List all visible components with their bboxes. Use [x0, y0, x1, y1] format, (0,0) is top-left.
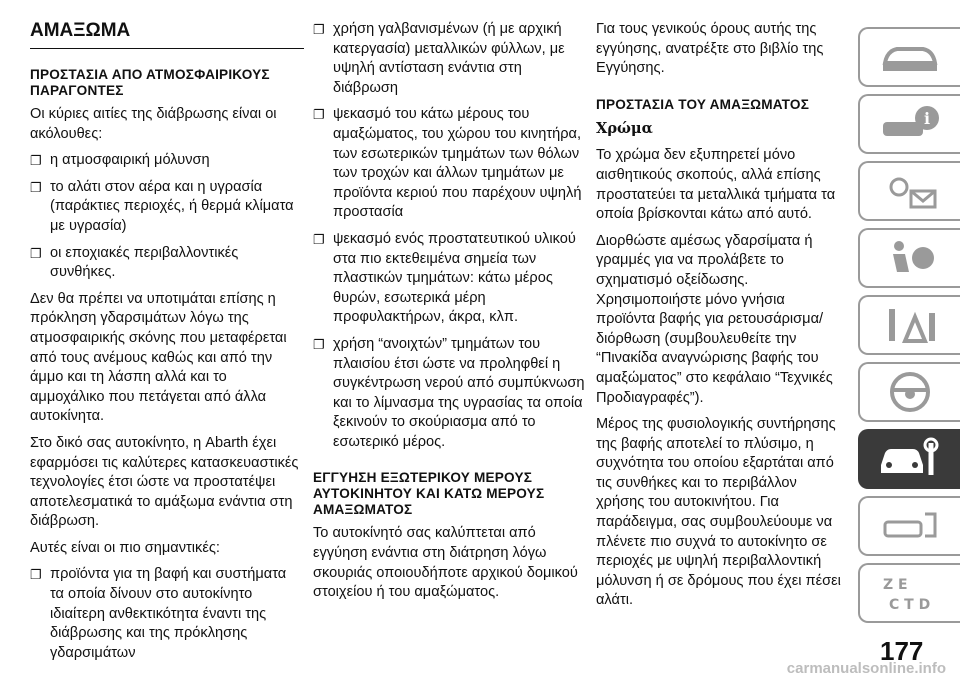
column-1 — [30, 20, 304, 670]
page-title: ΑΜΑΞΩΜΑ — [30, 20, 304, 49]
paragraph-intro: Οι κύριες αιτίες της διάβρωσης είναι οι ακόλουθες: — [30, 106, 277, 142]
paragraph: Αυτές είναι οι πιο σημαντικές: — [30, 539, 220, 556]
paragraph: Στο δικό σας αυτοκίνητο, η Abarth έχει εφαρμόσει τις καλύτερες κατασκευαστικές τεχνολογίες έτσι ώστε να προστατέψει αποτελεσματικά το αμάξωμα ενάντια στη διάβρωση. — [30, 434, 299, 530]
svg-text:C T D: C T D — [889, 597, 931, 613]
sun-envelope-icon — [875, 167, 945, 215]
tab-safety[interactable] — [858, 228, 960, 288]
subheading-paint: Χρώμα — [596, 119, 653, 137]
airbag-icon — [875, 234, 945, 282]
column-3 — [596, 20, 846, 618]
dashboard-car-icon — [875, 33, 945, 81]
paragraph: Το χρώμα δεν εξυπηρετεί μόνο αισθητικούς σκοπούς, αλλά επίσης προστατεύει τα μεταλλικά τμήματα τα οποία βρίσκονται κάτω από αυτό. — [596, 147, 836, 223]
tab-technical-specs[interactable] — [858, 496, 960, 556]
alphabet-index-icon — [875, 569, 945, 617]
tab-dashboard[interactable] — [858, 27, 960, 87]
paragraph: Μέρος της φυσιολογικής συντήρησης της βαφής αποτελεί το πλύσιμο, η συχνότητα του οποίου εξαρτάται από τις συνθήκες και το περιβάλλον χρήσης του αυτοκινήτου. Για παράδειγμα, σας συμβουλεύουμε να πλένετε πιο συχνά το αυτοκίνητο σε περιοχές με υψηλή περιβαλλοντική μόλυνση ή σε δρόμους που έχει πέσει αλάτι. — [596, 416, 841, 609]
section-heading-warranty: ΕΓΓΥΗΣΗ ΕΞΩΤΕΡΙΚΟΥ ΜΕΡΟΥΣ ΑΥΤΟΚΙΝΗΤΟΥ ΚΑΙ ΚΑΤΩ ΜΕΡΟΥΣ ΑΜΑΞΩΜΑΤΟΣ — [313, 470, 545, 518]
bullet-item: ❐ το αλάτι στον αέρα και η υγρασία (παράκτιες περιοχές, ή θερμά κλίματα με υγρασία) — [30, 178, 304, 237]
bullet-item: ❐ χρήση γαλβανισμένων (ή με αρχική κατεργασία) μεταλλικών φύλλων, με υψηλή αντίσταση ενάντια στη διάβρωση — [313, 20, 587, 98]
tab-maintenance[interactable] — [858, 429, 960, 489]
section-heading-atmospheric: ΠΡΟΣΤΑΣΙΑ ΑΠΟ ΑΤΜΟΣΦΑΙΡΙΚΟΥΣ ΠΑΡΑΓΟΝΤΕΣ — [30, 67, 270, 98]
svg-text:i: i — [924, 109, 931, 128]
bullet-item: ❐ η ατμοσφαιρική μόλυνση — [30, 151, 304, 171]
warning-tools-icon — [875, 301, 945, 349]
paragraph: Διορθώστε αμέσως γδαρσίματα ή γραμμές για να προλάβετε το σχηματισμό οξείδωσης. Χρησιμοποιήστε μόνο γνήσια προϊόντα βαφής για ρετουσάρισμα/διόρθωση (συμβουλευθείτε την “Πινακίδα αναγνώρισης βαφής του αμαξώματος” στο κεφάλαιο “Τεχνικές Προδιαγραφές”). — [596, 232, 833, 406]
paragraph: Δεν θα πρέπει να υποτιμάται επίσης η πρόκληση γδαρσιμάτων λόγω της ατμοσφαιρικής σκόνης που μεταφέρεται από τους ανέμους καθώς και από την άμμο και τη λάσπη αλλά και το αμμοχάλικο που πετάγεται από άλλα αυτοκίνητα. — [30, 290, 287, 425]
column-2 — [313, 20, 587, 610]
tab-index[interactable] — [858, 563, 960, 623]
paragraph: Το αυτοκίνητό σας καλύπτεται από εγγύηση ενάντια στη διάτρηση λόγω σκουριάς οποιουδήποτε αρχικού δομικού στοιχείου ή του αμαξώματος. — [313, 525, 578, 601]
svg-text:Z E: Z E — [883, 577, 908, 593]
tab-emergency[interactable] — [858, 295, 960, 355]
car-wrench-icon — [875, 435, 945, 483]
chapter-tabs — [858, 27, 960, 630]
steering-wheel-icon — [875, 368, 945, 416]
bullet-item: ❐ ψεκασμό ενός προστατευτικού υλικού στα πιο εκτεθειμένα σημεία των πλαστικών τμημάτων: κάτω μέρος θυρών, εσωτερικά μέρη προφυλακτήρων, άκρα, κλπ. — [313, 230, 587, 328]
info-car-icon — [875, 100, 945, 148]
bullet-item: ❐ οι εποχιακές περιβαλλοντικές συνθήκες. — [30, 244, 304, 283]
section-heading-body-protection: ΠΡΟΣΤΑΣΙΑ ΤΟΥ ΑΜΑΞΩΜΑΤΟΣ — [596, 96, 810, 112]
tab-lights[interactable] — [858, 161, 960, 221]
watermark: carmanualsonline.info — [786, 660, 946, 677]
bullet-item: ❐ προϊόντα για τη βαφή και συστήματα τα οποία δίνουν στο αυτοκίνητο ιδιαίτερη ανθεκτικότητα έναντι της διάβρωσης και της πρόκλησης γδαρσιμάτων — [30, 565, 304, 663]
paragraph: Για τους γενικούς όρους αυτής της εγγύησης, ανατρέξτε στο βιβλίο της Εγγύησης. — [596, 21, 824, 77]
bullet-item: ❐ ψεκασμό του κάτω μέρους του αμαξώματος, του χώρου του κινητήρα, των εσωτερικών τμημάτων των θόλων των τροχών και άλλων τμημάτων με προϊόντα κεριού που παρέχουν υψηλή προστασία — [313, 105, 587, 223]
tab-driving[interactable] — [858, 362, 960, 422]
bullet-item: ❐ χρήση “ανοιχτών” τμημάτων του πλαισίου έτσι ώστε να προληφθεί η συγκέντρωση νερού από συμπύκνωση και το λίμνασμα της υγρασίας τα οποία ξεκινούν το σκούριασμα από το εσωτερικό μέρος. — [313, 335, 587, 453]
tab-info[interactable] — [858, 94, 960, 154]
road-service-icon — [875, 502, 945, 550]
page-number: 177 — [880, 636, 924, 666]
